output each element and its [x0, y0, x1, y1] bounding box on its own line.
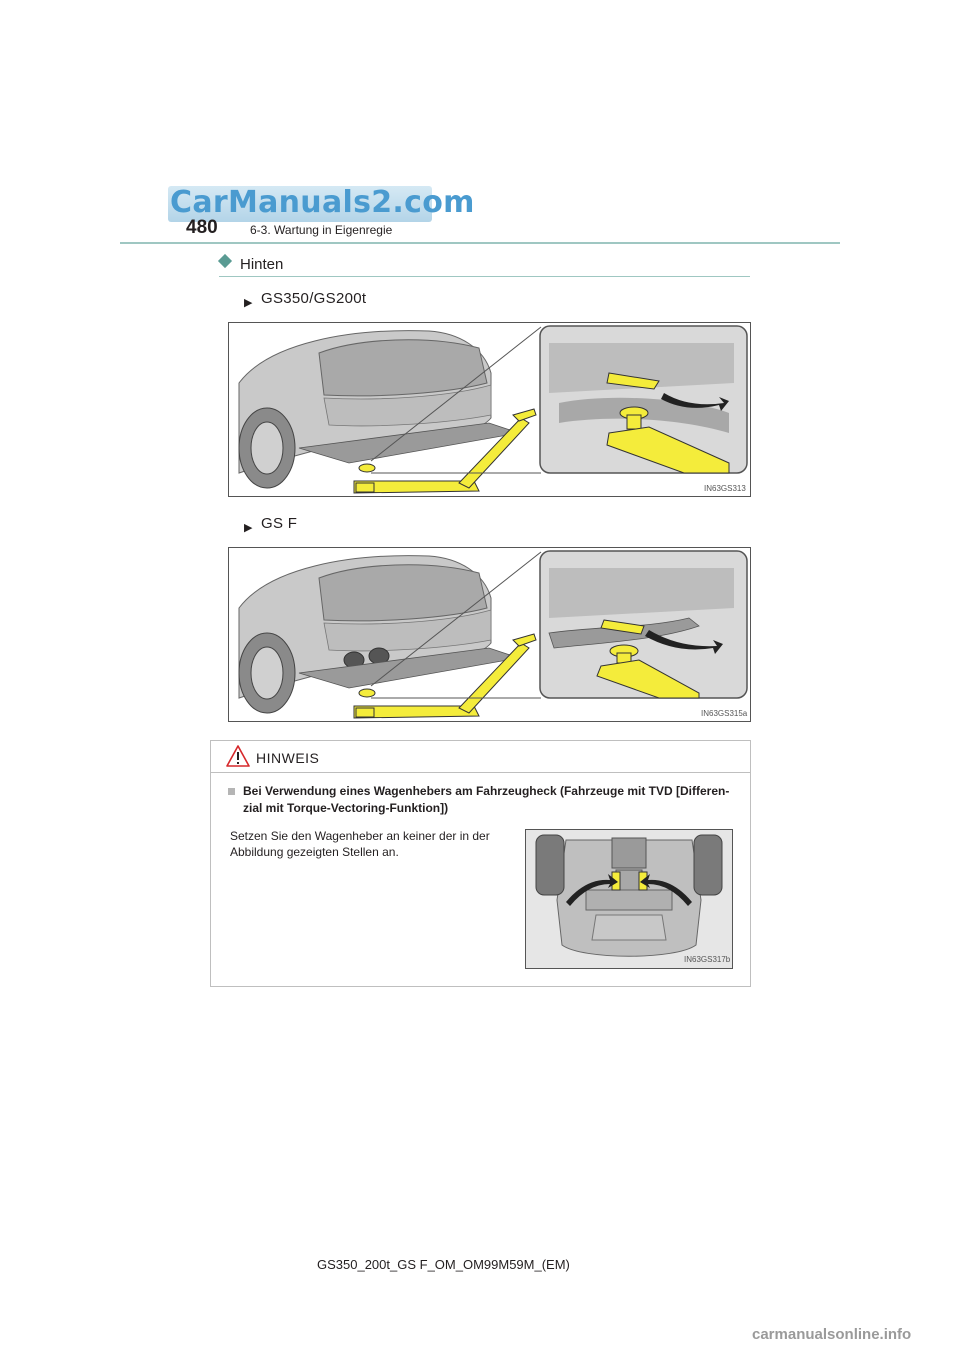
watermark-footer: carmanualsonline.info	[752, 1326, 912, 1343]
bullet-square-icon	[228, 788, 235, 795]
jack-position-figure-1	[228, 322, 751, 497]
notice-bullet-line-1: Bei Verwendung eines Wagenhebers am Fahrzeugheck (Fahrzeuge mit TVD [Differen-	[243, 784, 730, 798]
model-label-2: GS F	[261, 515, 298, 532]
figure-code-3: IN63GS317b	[684, 955, 731, 964]
notice-bullet	[243, 783, 743, 817]
notice-header-divider	[210, 772, 751, 773]
notice-body	[230, 828, 520, 860]
watermark-logo: CarManuals2.com	[170, 185, 475, 220]
triangle-right-icon: ▶	[244, 522, 253, 534]
triangle-right-icon: ▶	[244, 297, 253, 309]
notice-body-line-1: Setzen Sie den Wagenheber an keiner der in der	[230, 829, 490, 843]
car-rear-jack-illustration	[229, 323, 750, 496]
figure-code-1: IN63GS313	[704, 484, 746, 493]
underbody-figure	[525, 829, 733, 969]
page-number: 480	[186, 217, 218, 238]
section-heading: Hinten	[240, 256, 284, 273]
notice-title: HINWEIS	[256, 750, 320, 766]
document-id: GS350_200t_GS F_OM_OM99M59M_(EM)	[317, 1257, 570, 1272]
figure-code-2: IN63GS315a	[701, 709, 748, 718]
underbody-illustration	[526, 830, 732, 968]
model-label-1: GS350/GS200t	[261, 290, 367, 307]
warning-icon	[226, 745, 250, 767]
notice-body-line-2: Abbildung gezeigten Stellen an.	[230, 845, 399, 859]
section-divider	[219, 276, 750, 277]
header-divider	[120, 242, 840, 244]
section-title: 6-3. Wartung in Eigenregie	[250, 223, 393, 237]
car-rear-jack-illustration	[229, 548, 750, 721]
jack-position-figure-2	[228, 547, 751, 722]
diamond-icon	[218, 254, 232, 268]
notice-bullet-line-2: zial mit Torque-Vectoring-Funktion])	[243, 801, 449, 815]
